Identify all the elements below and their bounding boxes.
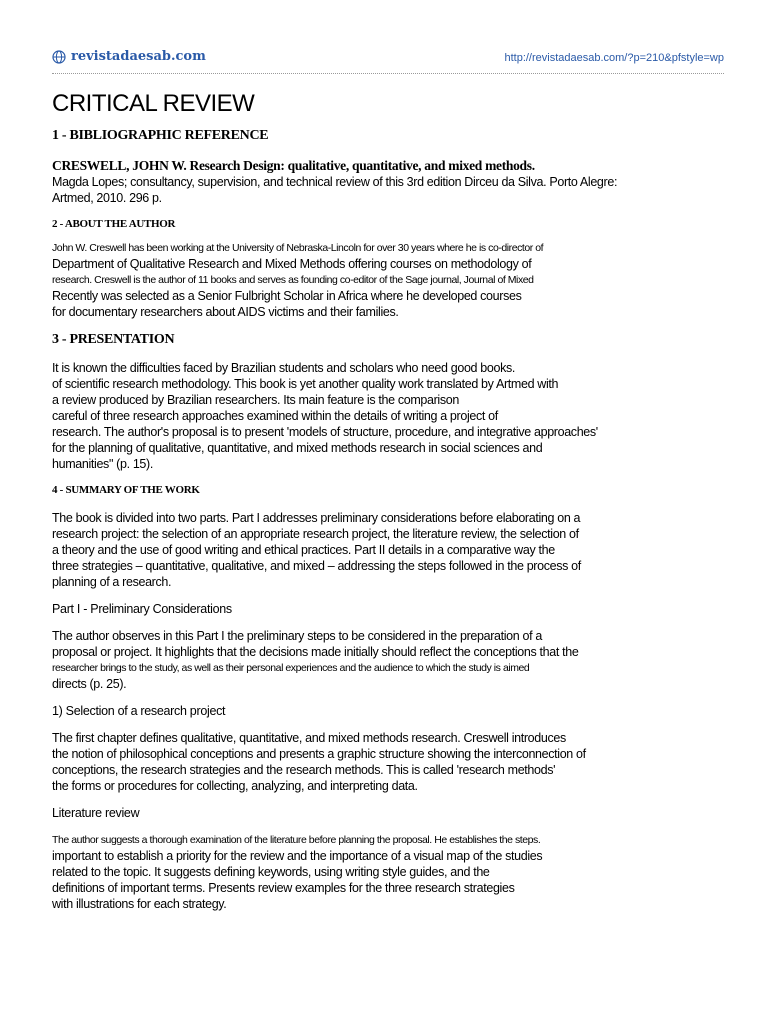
text-line: careful of three research approaches examined within the details of writing a project of	[52, 409, 498, 423]
text-line: important to establish a priority for the review and the importance of a visual map of the studies	[52, 849, 543, 863]
page-title: CRITICAL REVIEW	[52, 90, 255, 117]
site-link[interactable]	[52, 49, 206, 64]
text-line: conceptions, the research strategies and the research methods. This is called 'research methods'	[52, 763, 556, 777]
presentation-paragraph	[52, 360, 672, 472]
literature-review-paragraph	[52, 832, 672, 912]
text-line: The author suggests a thorough examination of the literature before planning the proposal. He establishes the steps.	[52, 834, 541, 846]
text-line: the forms or procedures for collecting, analyzing, and interpreting data.	[52, 779, 418, 793]
about-author-paragraph	[52, 240, 672, 320]
text-line: the notion of philosophical conceptions and presents a graphic structure showing the interconnection of	[52, 747, 586, 761]
text-line: The book is divided into two parts. Part I addresses preliminary considerations before elaborating on a	[52, 511, 581, 525]
subheading-selection: 1) Selection of a research project	[52, 704, 226, 718]
text-line: It is known the difficulties faced by Brazilian students and scholars who need good books.	[52, 361, 516, 375]
text-line: a review produced by Brazilian researchers. Its main feature is the comparison	[52, 393, 459, 407]
header-divider	[52, 73, 724, 74]
text-line: Magda Lopes; consultancy, supervision, and technical review of this 3rd edition Dirceu da Silva. Porto Alegre:	[52, 175, 618, 189]
text-line: for the planning of qualitative, quantitative, and mixed methods research in social sciences and	[52, 441, 543, 455]
text-line: proposal or project. It highlights that the decisions made initially should reflect the conceptions that the	[52, 645, 579, 659]
part-one-paragraph	[52, 628, 672, 692]
text-line: three strategies – quantitative, qualitative, and mixed – addressing the steps followed in the process of	[52, 559, 581, 573]
page-url-link[interactable]: http://revistadaesab.com/?p=210&pfstyle=wp	[504, 52, 724, 64]
citation-details	[52, 174, 672, 206]
text-line: The first chapter defines qualitative, quantitative, and mixed methods research. Creswell introduces	[52, 731, 566, 745]
text-line: humanities" (p. 15).	[52, 457, 153, 471]
article-content	[52, 88, 672, 912]
print-header	[52, 48, 724, 70]
text-line: research project: the selection of an appropriate research project, the literature review, the selection of	[52, 527, 579, 541]
text-line: John W. Creswell has been working at the University of Nebraska-Lincoln for over 30 years where he is co-director of	[52, 242, 544, 254]
text-line: Artmed, 2010. 296 p.	[52, 191, 162, 205]
text-line: Recently was selected as a Senior Fulbright Scholar in Africa where he developed courses	[52, 289, 522, 303]
text-line: a theory and the use of good writing and ethical practices. Part II details in a comparative way the	[52, 543, 555, 557]
text-line: related to the topic. It suggests defining keywords, using writing style guides, and the	[52, 865, 490, 879]
text-line: Department of Qualitative Research and Mixed Methods offering courses on methodology of	[52, 257, 532, 271]
citation-title: CRESWELL, JOHN W. Research Design: qualitative, quantitative, and mixed methods.	[52, 158, 535, 173]
text-line: with illustrations for each strategy.	[52, 897, 227, 911]
text-line: planning of a research.	[52, 575, 172, 589]
text-line: researcher brings to the study, as well as their personal experiences and the audience to which the study is aimed	[52, 662, 530, 674]
globe-icon	[52, 50, 66, 64]
text-line: research. The author's proposal is to present 'models of structure, procedure, and integrative approaches'	[52, 425, 598, 439]
text-line: research. Creswell is the author of 11 books and serves as founding co-editor of the Sage journal, Journal of Mixed	[52, 274, 534, 286]
text-line: The author observes in this Part I the preliminary steps to be considered in the preparation of a	[52, 629, 542, 643]
summary-paragraph	[52, 510, 672, 590]
section-heading-summary: 4 - SUMMARY OF THE WORK	[52, 484, 200, 496]
text-line: of scientific research methodology. This book is yet another quality work translated by Artmed with	[52, 377, 559, 391]
subheading-part-one: Part I - Preliminary Considerations	[52, 602, 232, 616]
text-line: definitions of important terms. Presents review examples for the three research strategies	[52, 881, 515, 895]
subheading-literature-review: Literature review	[52, 806, 140, 820]
site-name: revistadaesab.com	[71, 49, 206, 64]
section-heading-about-author: 2 - ABOUT THE AUTHOR	[52, 218, 176, 230]
selection-paragraph	[52, 730, 672, 794]
section-heading-bibliographic-reference: 1 - BIBLIOGRAPHIC REFERENCE	[52, 128, 269, 143]
section-heading-presentation: 3 - PRESENTATION	[52, 332, 175, 347]
text-line: directs (p. 25).	[52, 677, 127, 691]
text-line: for documentary researchers about AIDS victims and their families.	[52, 305, 399, 319]
